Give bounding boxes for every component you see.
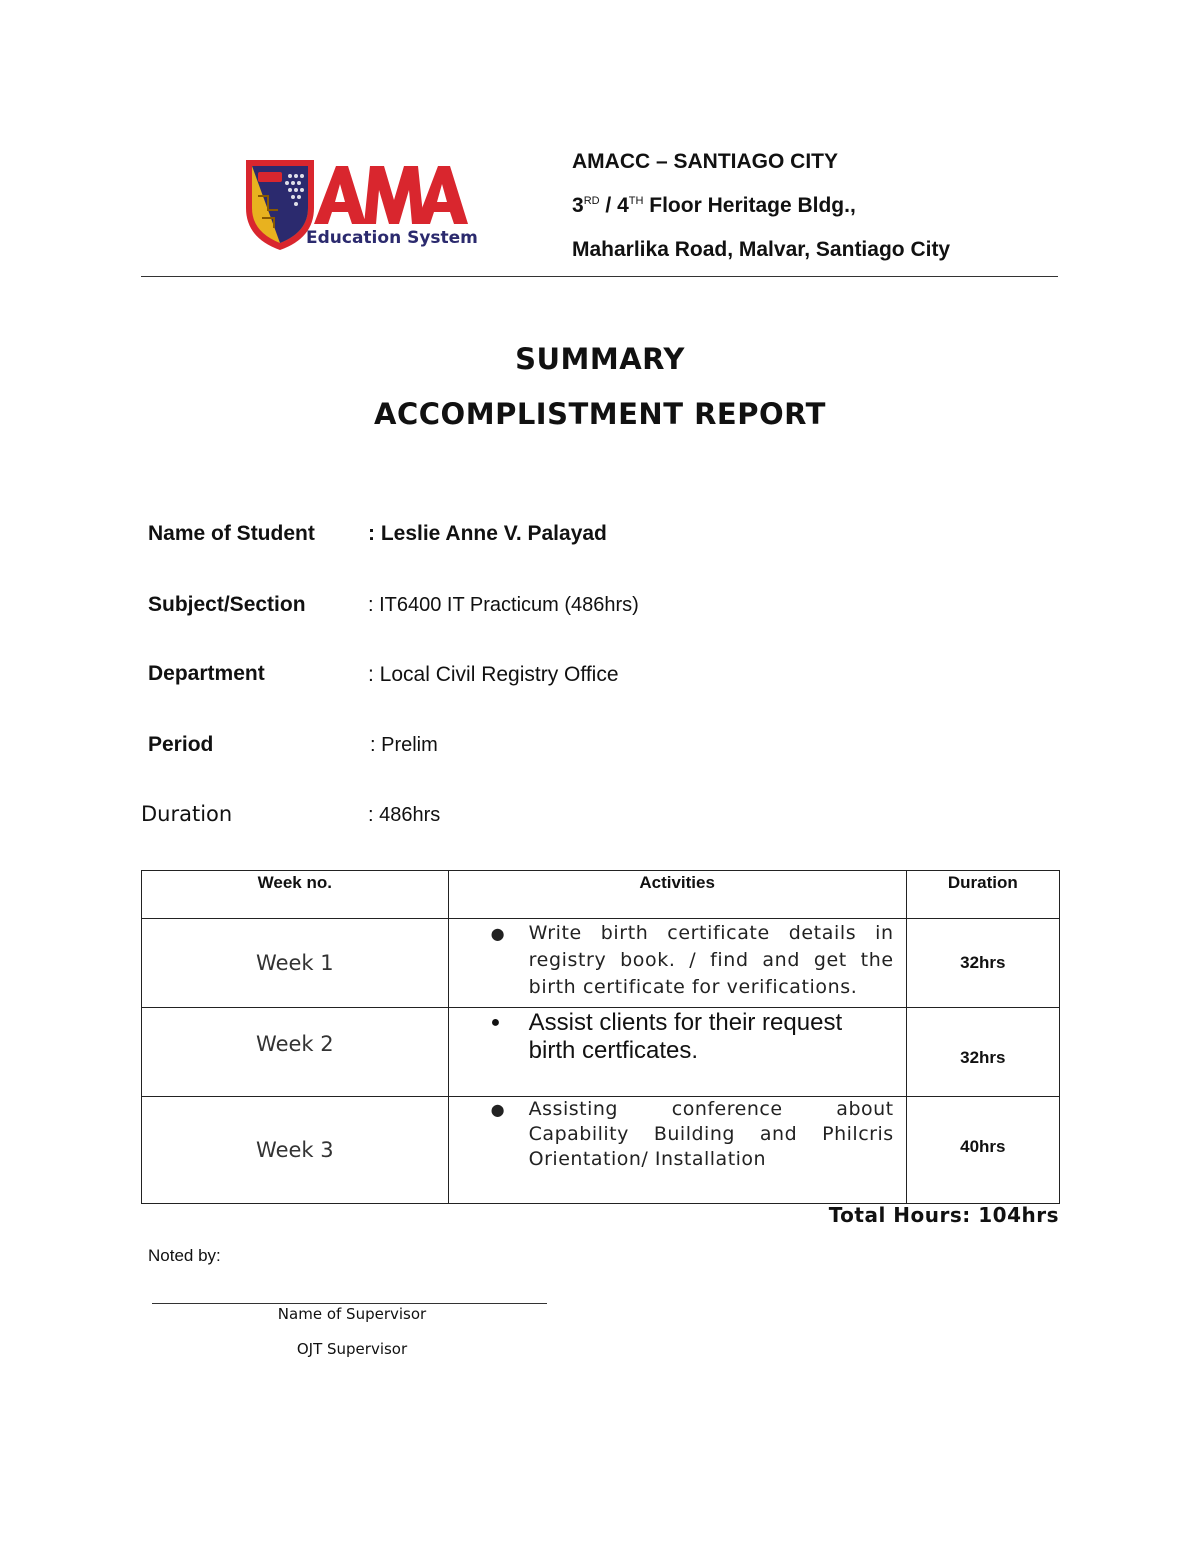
report-title-line2: ACCOMPLISTMENT REPORT: [374, 397, 826, 431]
activity-text: Write birth certificate details in registry book. / find and get the birth certificate for verifications.: [528, 922, 894, 998]
supervisor-name-label: Name of Supervisor: [277, 1305, 427, 1323]
duration-cell: 32hrs: [906, 919, 1059, 1008]
floor-num-1: 3: [572, 194, 584, 217]
floor-suffix-2: TH: [628, 195, 644, 207]
activity-cell: [448, 919, 906, 1008]
week-cell: Week 1: [142, 919, 449, 1008]
duration-label: Duration: [141, 802, 233, 826]
period-label: Period: [148, 733, 214, 756]
table-row: [142, 919, 1060, 1008]
bullet-icon: ●: [490, 1100, 506, 1119]
activity-table: [141, 870, 1060, 1204]
address-road: Maharlika Road, Malvar, Santiago City: [572, 238, 951, 261]
noted-by-label: Noted by:: [148, 1246, 221, 1265]
total-hours: Total Hours: 104hrs: [828, 1203, 1059, 1227]
ama-logo: [244, 156, 478, 252]
activity-cell: [448, 1097, 906, 1204]
header-week: Week no.: [142, 871, 449, 919]
table-row: [142, 1097, 1060, 1204]
week-cell: Week 3: [142, 1097, 449, 1204]
student-label: Name of Student: [148, 522, 315, 545]
activity-text: Assisting conference about Capability Building and Philcris Orientation/ Installation: [528, 1098, 894, 1170]
subject-label: Subject/Section: [148, 593, 306, 616]
header-divider: [141, 276, 1058, 277]
header-duration: Duration: [906, 871, 1059, 919]
duration-cell: 32hrs: [906, 1008, 1059, 1097]
department-value: : Local Civil Registry Office: [368, 663, 619, 686]
activity-cell: [448, 1008, 906, 1097]
institution-name: AMACC – SANTIAGO CITY: [572, 150, 839, 173]
report-title-line1: SUMMARY: [515, 342, 685, 376]
period-value: : Prelim: [370, 734, 438, 756]
table-row: [142, 1008, 1060, 1097]
duration-value: : 486hrs: [368, 804, 441, 826]
floor-building: Floor Heritage Bldg.,: [643, 194, 856, 217]
logo-subtext: Education System: [306, 228, 478, 248]
activity-text: Assist clients for their request birth certficates.: [528, 1009, 843, 1064]
header-activities: Activities: [448, 871, 906, 919]
table-header-row: [142, 871, 1060, 919]
bullet-icon: ●: [490, 1014, 501, 1031]
week-cell: Week 2: [142, 1008, 449, 1097]
student-value: : Leslie Anne V. Palayad: [368, 522, 607, 545]
signature-line: [152, 1303, 547, 1304]
department-label: Department: [148, 662, 265, 685]
subject-value: : IT6400 IT Practicum (486hrs): [368, 594, 639, 616]
supervisor-role: OJT Supervisor: [296, 1340, 408, 1358]
bullet-icon: ●: [490, 924, 506, 943]
floor-num-2: / 4: [599, 194, 629, 217]
floor-suffix-1: RD: [583, 195, 600, 207]
duration-cell: 40hrs: [906, 1097, 1059, 1204]
address-floor: [572, 194, 856, 218]
